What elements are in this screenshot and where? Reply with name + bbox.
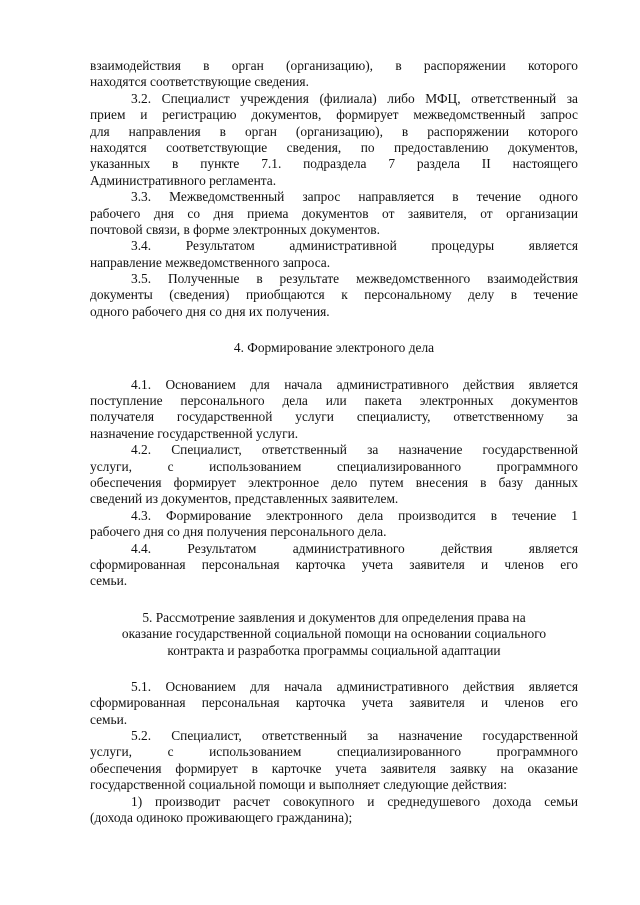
section-gap [90, 659, 578, 679]
text-line: 5. Рассмотрение заявления и документов для определения права на [142, 609, 526, 625]
text-line: получателя государственной услуги специалисту, ответственному за [90, 409, 578, 425]
text-line: рабочего дня со дня приема документов от заявителя, от организации [90, 205, 578, 221]
paragraph [90, 541, 578, 590]
text-line: 3.5. Полученные в результате межведомственного взаимодействия [131, 271, 578, 287]
text-line: одного рабочего дня со дня их получения. [90, 303, 330, 319]
section-heading [90, 610, 578, 659]
text-line: 5.1. Основанием для начала административного действия является [131, 678, 578, 694]
text-line: взаимодействия в орган (организацию), в распоряжении которого [90, 58, 578, 73]
text-line: обеспечения формирует электронное дело путем внесения в базу данных [90, 474, 578, 490]
paragraph [90, 442, 578, 508]
text-line: Административного регламента. [90, 172, 277, 188]
text-line: 3.4. Результатом административной процедуры является [131, 238, 578, 254]
text-line: 4. Формирование электроного дела [233, 340, 435, 356]
paragraph [90, 91, 578, 189]
text-line: обеспечения формирует в карточке учета заявителя заявку на оказание [90, 760, 578, 776]
document-page [90, 58, 578, 826]
text-line: 4.3. Формирование электронного дела производится в течение 1 [131, 507, 578, 523]
text-line: 3.3. Межведомственный запрос направляется в течение одного [131, 189, 578, 205]
text-line: услуги, с использованием специализированного программного [90, 458, 578, 474]
section-gap [90, 320, 578, 340]
section-gap [90, 590, 578, 610]
paragraph [90, 271, 578, 320]
paragraph [90, 794, 578, 827]
text-line: сведений из документов, представленных заявителем. [90, 491, 399, 507]
paragraph [90, 508, 578, 541]
paragraph [90, 238, 578, 271]
text-line: услуги, с использованием специализированного программного [90, 744, 578, 760]
text-line: рабочего дня со дня получения персонального дела. [90, 524, 387, 540]
text-line: для направления в орган (организацию), в распоряжении которого [90, 123, 578, 139]
section-heading [90, 340, 578, 356]
text-line: семьи. [90, 711, 128, 727]
text-line: указанных в пункте 7.1. подраздела 7 раздела II настоящего [90, 156, 578, 172]
paragraph [90, 679, 578, 728]
text-line: 4.1. Основанием для начала административного действия является [131, 376, 578, 392]
text-line: находятся соответствующие сведения, по предоставлению документов, [90, 139, 578, 155]
text-line: сформированная персональная карточка учета заявителя и членов его [90, 695, 578, 711]
text-line: находятся соответствующие сведения. [90, 74, 309, 90]
text-line: почтовой связи, в форме электронных документов. [90, 221, 380, 237]
text-line: назначение государственной услуги. [90, 425, 299, 441]
paragraph [90, 728, 578, 794]
section-gap [90, 357, 578, 377]
text-line: семьи. [90, 573, 128, 589]
text-line: направление межведомственного запроса. [90, 254, 331, 270]
text-line: прием и регистрацию документов, формирует межведомственный запрос [90, 107, 578, 123]
text-line: 4.2. Специалист, ответственный за назначение государственной [131, 442, 578, 458]
text-line: контракта и разработка программы социальной адаптации [167, 642, 501, 658]
paragraph [90, 377, 578, 443]
paragraph [90, 189, 578, 238]
text-line: 1) производит расчет совокупного и среднедушевого дохода семьи [131, 793, 578, 809]
text-line: поступление персонального дела или пакета электронных документов [90, 393, 578, 409]
text-line: государственной социальной помощи и выполняет следующие действия: [90, 777, 508, 793]
text-line: 3.2. Специалист учреждения (филиала) либо МФЦ, ответственный за [131, 90, 578, 106]
text-line: 5.2. Специалист, ответственный за назначение государственной [131, 728, 578, 744]
paragraph [90, 58, 578, 91]
text-line: документы (сведения) приобщаются к персональному делу в течение [90, 287, 578, 303]
text-line: 4.4. Результатом административного действия является [131, 540, 578, 556]
text-line: (дохода одиноко проживающего гражданина); [90, 810, 353, 826]
text-line: сформированная персональная карточка учета заявителя и членов его [90, 556, 578, 572]
text-line: оказание государственной социальной помощи на основании социального [121, 626, 547, 642]
